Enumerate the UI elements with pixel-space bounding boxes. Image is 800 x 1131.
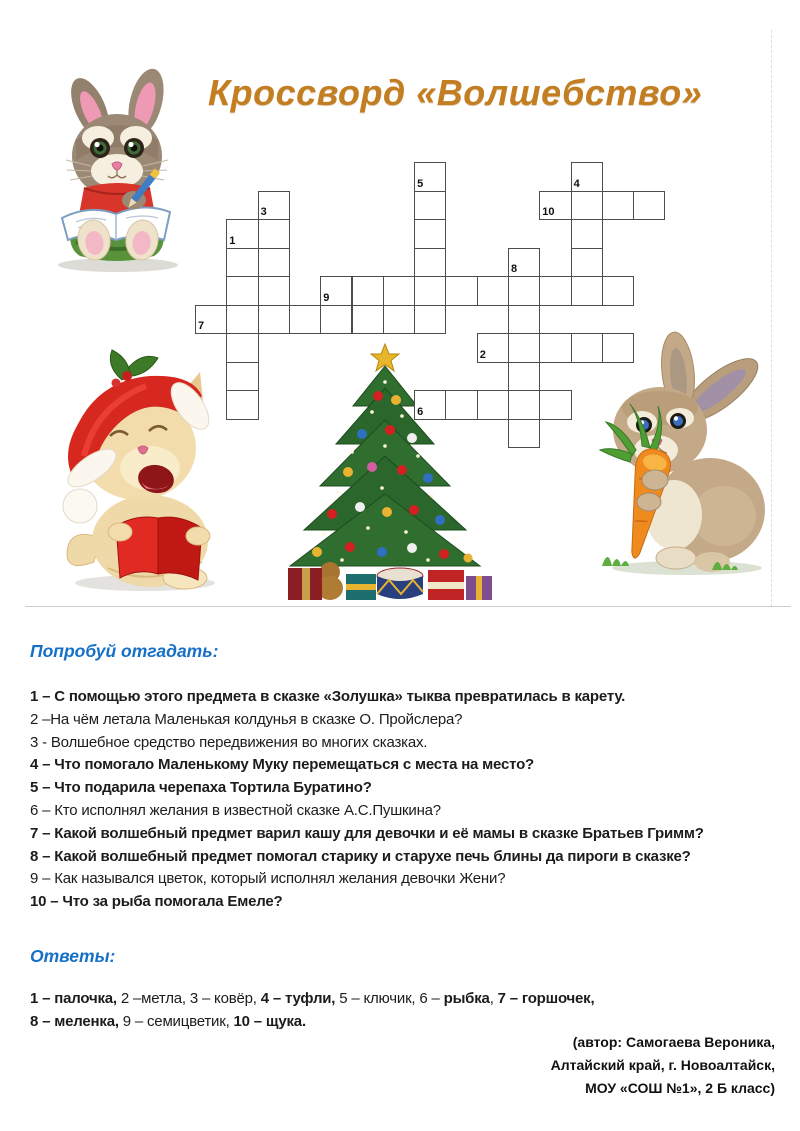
crossword-clue-number: 5 <box>417 177 424 190</box>
crossword-cell <box>383 276 415 306</box>
crossword-clue-number: 10 <box>542 206 555 218</box>
author-line: (автор: Самогаева Вероника, <box>572 1034 775 1050</box>
question-item: 3 - Волшебное средство передвижения во многих сказках. <box>30 733 428 751</box>
crossword-cell <box>414 219 446 249</box>
crossword-cell <box>571 333 603 363</box>
crossword-cell <box>226 362 258 392</box>
crossword-cell <box>414 191 446 221</box>
crossword-cell <box>477 390 509 420</box>
crossword-cell <box>352 276 384 306</box>
question-item: 8 – Какой волшебный предмет помогал старику и старухе печь блины да пироги в сказке? <box>30 847 691 865</box>
crossword-cell <box>508 390 540 420</box>
crossword-cell <box>383 305 415 335</box>
answer-segment: 7 – горшочек, <box>497 990 595 1007</box>
crossword-cell <box>445 276 477 306</box>
answer-segment: 10 – щука. <box>233 1012 306 1030</box>
author-line: Алтайский край, г. Новоалтайск, <box>550 1057 775 1073</box>
crossword-cell <box>508 419 540 449</box>
answers-line <box>30 1011 775 1034</box>
crossword-cell <box>508 305 540 335</box>
crossword-cell <box>226 276 258 306</box>
crossword-cell <box>352 305 384 335</box>
crossword-cell <box>226 305 258 335</box>
crossword-clue-number: 6 <box>417 405 424 418</box>
crossword-cell <box>602 333 634 363</box>
crossword-cell <box>445 390 477 420</box>
crossword-cell <box>226 333 258 363</box>
question-item: 10 – Что за рыба помогала Емеле? <box>30 893 283 911</box>
crossword-cell <box>226 248 258 278</box>
crossword-cell <box>508 276 540 306</box>
crossword-clue-number: 9 <box>323 291 330 304</box>
crossword-cell <box>477 276 509 306</box>
answer-segment: 9 – семицветик, <box>122 1012 234 1030</box>
page-title: Кроссворд «Волшебство» <box>208 72 703 113</box>
answer-segment: 2 –метла, <box>120 990 190 1007</box>
crossword-cell <box>258 219 290 249</box>
answer-segment: рыбка <box>443 990 490 1007</box>
answer-segment: , <box>489 990 498 1007</box>
crossword-cell <box>414 248 446 278</box>
answers-heading: Ответы: <box>30 946 116 966</box>
question-item: 9 – Как назывался цветок, который исполнял желания девочки Жени? <box>30 870 506 888</box>
crossword-cell <box>571 276 603 306</box>
crossword-cell <box>571 248 603 278</box>
question-item: 1 – С помощью этого предмета в сказке «Золушка» тыква превратилась в карету. <box>30 688 626 705</box>
crossword-cell <box>258 305 290 335</box>
crossword-clue-number: 2 <box>479 348 486 361</box>
answer-segment: 8 – меленка, <box>30 1012 123 1030</box>
crossword-clue-number: 1 <box>229 234 236 247</box>
answers-text <box>30 988 775 1033</box>
crossword-cell <box>414 276 446 306</box>
questions-heading: Попробуй отгадать: <box>30 641 219 661</box>
answer-segment: 1 – палочка, <box>30 990 121 1007</box>
crossword-cell <box>633 191 665 221</box>
crossword-cell <box>539 390 571 420</box>
question-item: 5 – Что подарила черепаха Тортила Буратино? <box>30 779 372 797</box>
author-block <box>375 1031 775 1100</box>
crossword-cell <box>258 248 290 278</box>
questions-list <box>30 686 775 914</box>
crossword-cell <box>571 219 603 249</box>
crossword-cell <box>539 276 571 306</box>
crossword-cell <box>320 305 352 335</box>
crossword-cell <box>508 333 540 363</box>
answer-segment: 5 – ключик, <box>339 990 420 1007</box>
answer-segment: 3 – ковёр, <box>189 990 261 1007</box>
crossword-clue-number: 7 <box>198 320 205 332</box>
author-line: МОУ «СОШ №1», 2 Б класс) <box>585 1080 775 1096</box>
crossword-clue-number: 8 <box>511 263 518 275</box>
crossword-cell <box>508 362 540 392</box>
crossword-clue-number: 3 <box>260 206 267 218</box>
crossword-cell <box>226 390 258 420</box>
question-item: 7 – Какой волшебный предмет варил кашу для девочки и её мамы в сказке Братьев Гримм? <box>30 824 704 842</box>
section-divider <box>25 606 791 607</box>
crossword-cell <box>414 305 446 335</box>
crossword-cell <box>571 191 603 221</box>
question-item: 2 –На чём летала Маленькая колдунья в сказке О. Пройслера? <box>30 710 463 728</box>
crossword-cell <box>539 333 571 363</box>
question-item: 4 – Что помогало Маленькому Муку перемещаться с места на место? <box>30 756 535 774</box>
answer-segment: 6 – <box>419 990 444 1007</box>
answers-line <box>30 988 775 1011</box>
crossword-cell <box>289 305 321 335</box>
crossword-clue-number: 4 <box>573 177 580 190</box>
crossword-cell <box>602 276 634 306</box>
crossword-cell <box>258 276 290 306</box>
answer-segment: 4 – туфли, <box>260 990 340 1007</box>
crossword-cell <box>602 191 634 221</box>
question-item: 6 – Кто исполнял желания в известной сказке А.С.Пушкина? <box>30 801 441 819</box>
